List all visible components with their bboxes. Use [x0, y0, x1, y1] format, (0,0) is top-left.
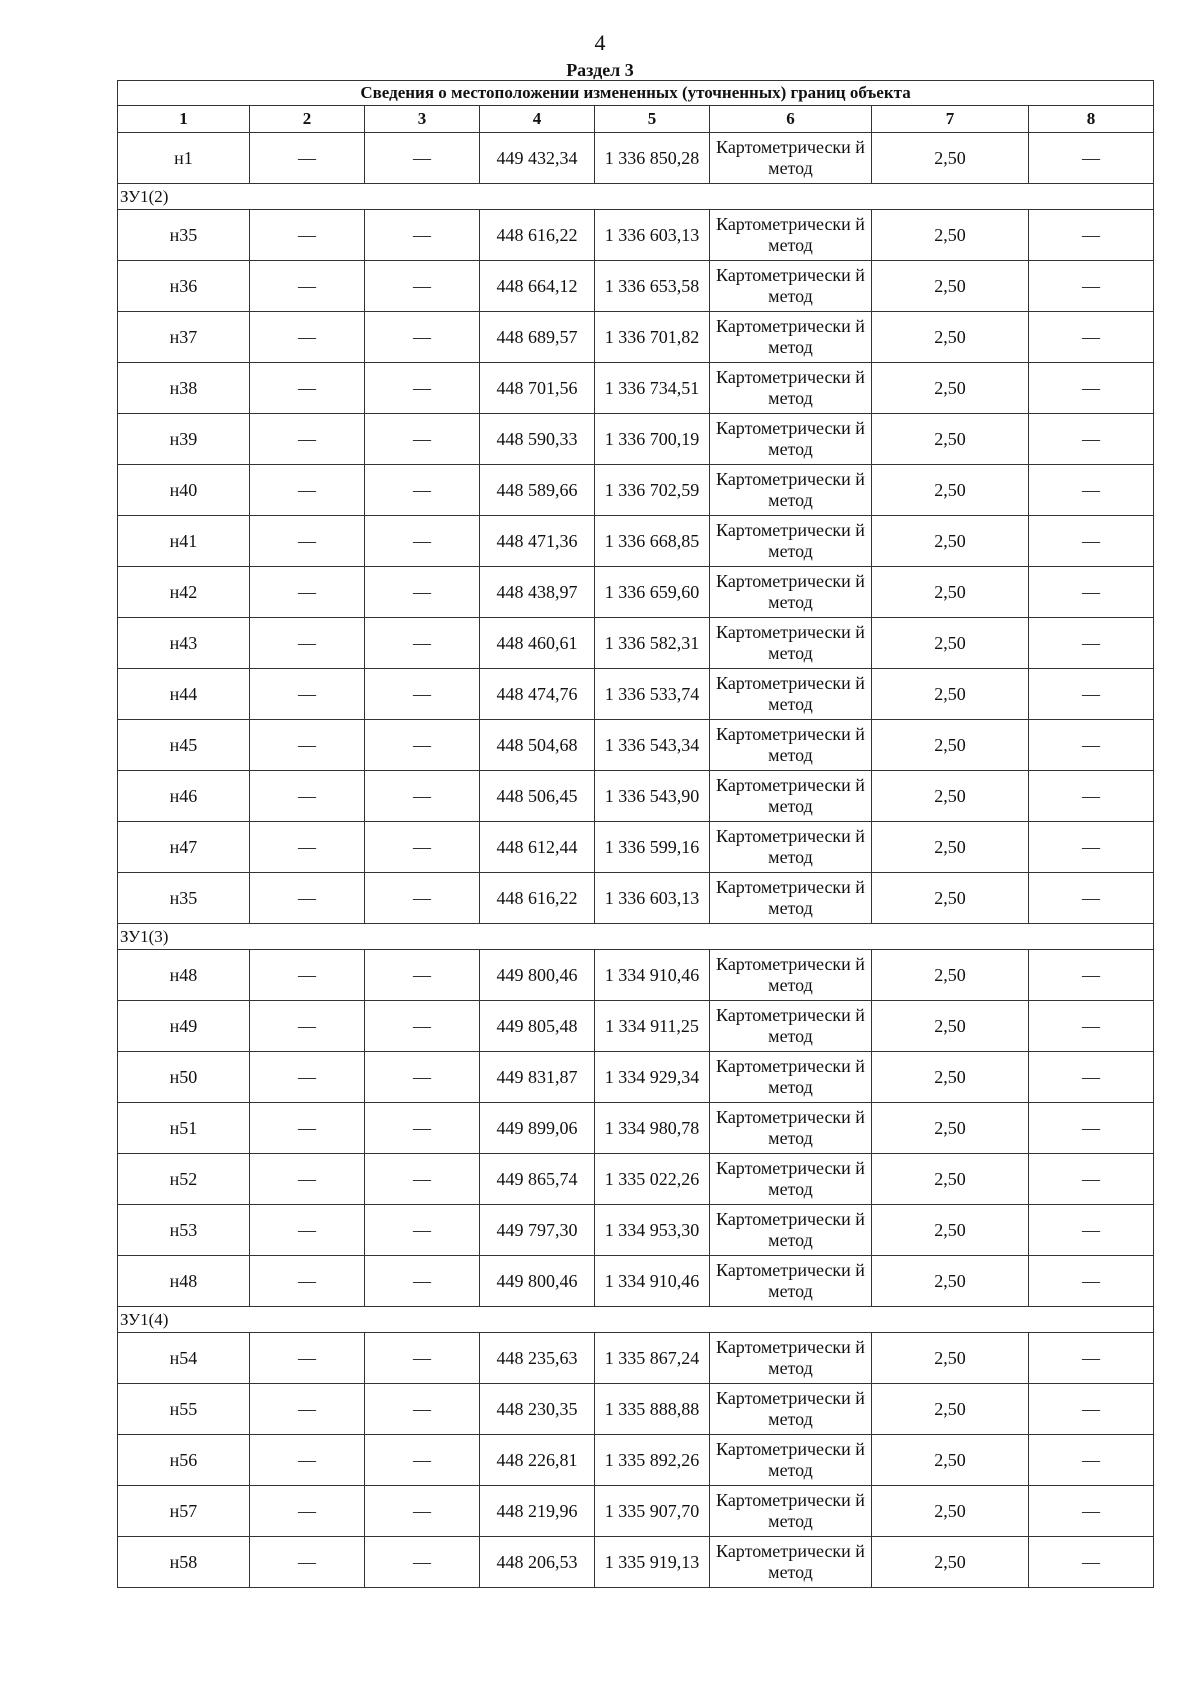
accuracy-value: 2,50 [872, 822, 1029, 873]
x-coordinate: 448 474,76 [480, 669, 595, 720]
point-name: н47 [118, 822, 250, 873]
column-8-value: — [1029, 465, 1154, 516]
table-body [118, 133, 1154, 1588]
parcel-group-label: ЗУ1(2) [118, 184, 1154, 210]
column-3-value: — [365, 1486, 480, 1537]
table-row [118, 1205, 1154, 1256]
determination-method: Картометрически й метод [710, 1537, 872, 1588]
column-8-value: — [1029, 1384, 1154, 1435]
column-3-value: — [365, 261, 480, 312]
accuracy-value: 2,50 [872, 873, 1029, 924]
determination-method: Картометрически й метод [710, 516, 872, 567]
column-3-value: — [365, 1384, 480, 1435]
accuracy-value: 2,50 [872, 1435, 1029, 1486]
x-coordinate: 448 504,68 [480, 720, 595, 771]
column-2-value: — [250, 1435, 365, 1486]
point-name: н51 [118, 1103, 250, 1154]
accuracy-value: 2,50 [872, 312, 1029, 363]
table-row [118, 618, 1154, 669]
column-2-value: — [250, 312, 365, 363]
parcel-group-row [118, 1307, 1154, 1333]
determination-method: Картометрически й метод [710, 1333, 872, 1384]
determination-method: Картометрически й метод [710, 1154, 872, 1205]
table-row [118, 1052, 1154, 1103]
accuracy-value: 2,50 [872, 618, 1029, 669]
column-3-value: — [365, 720, 480, 771]
column-3-value: — [365, 669, 480, 720]
column-2-value: — [250, 669, 365, 720]
y-coordinate: 1 336 543,34 [595, 720, 710, 771]
column-3-value: — [365, 1205, 480, 1256]
accuracy-value: 2,50 [872, 1486, 1029, 1537]
point-name: н35 [118, 210, 250, 261]
table-row [118, 822, 1154, 873]
parcel-group-row [118, 184, 1154, 210]
column-2-value: — [250, 1001, 365, 1052]
y-coordinate: 1 336 702,59 [595, 465, 710, 516]
determination-method: Картометрически й метод [710, 771, 872, 822]
accuracy-value: 2,50 [872, 133, 1029, 184]
x-coordinate: 448 230,35 [480, 1384, 595, 1435]
y-coordinate: 1 336 734,51 [595, 363, 710, 414]
point-name: н48 [118, 1256, 250, 1307]
column-8-value: — [1029, 1435, 1154, 1486]
y-coordinate: 1 334 929,34 [595, 1052, 710, 1103]
table-row [118, 1537, 1154, 1588]
x-coordinate: 448 664,12 [480, 261, 595, 312]
column-3-value: — [365, 1333, 480, 1384]
table-row [118, 414, 1154, 465]
x-coordinate: 448 219,96 [480, 1486, 595, 1537]
column-number-7: 7 [872, 106, 1029, 133]
x-coordinate: 448 612,44 [480, 822, 595, 873]
table-row [118, 312, 1154, 363]
accuracy-value: 2,50 [872, 1205, 1029, 1256]
y-coordinate: 1 335 907,70 [595, 1486, 710, 1537]
determination-method: Картометрически й метод [710, 1256, 872, 1307]
table-row [118, 1256, 1154, 1307]
table-row [118, 133, 1154, 184]
column-3-value: — [365, 414, 480, 465]
table-row [118, 1435, 1154, 1486]
determination-method: Картометрически й метод [710, 1435, 872, 1486]
point-name: н56 [118, 1435, 250, 1486]
column-2-value: — [250, 822, 365, 873]
y-coordinate: 1 336 603,13 [595, 210, 710, 261]
x-coordinate: 449 899,06 [480, 1103, 595, 1154]
determination-method: Картометрически й метод [710, 1205, 872, 1256]
column-3-value: — [365, 1537, 480, 1588]
determination-method: Картометрически й метод [710, 669, 872, 720]
point-name: н38 [118, 363, 250, 414]
y-coordinate: 1 336 701,82 [595, 312, 710, 363]
point-name: н49 [118, 1001, 250, 1052]
accuracy-value: 2,50 [872, 1537, 1029, 1588]
column-8-value: — [1029, 1052, 1154, 1103]
column-2-value: — [250, 465, 365, 516]
section-title: Раздел 3 [566, 60, 634, 80]
accuracy-value: 2,50 [872, 210, 1029, 261]
column-number-6: 6 [710, 106, 872, 133]
accuracy-value: 2,50 [872, 261, 1029, 312]
page-number: 4 [594, 30, 606, 55]
column-2-value: — [250, 618, 365, 669]
column-8-value: — [1029, 1333, 1154, 1384]
boundary-coordinates-table [117, 80, 1154, 1588]
determination-method: Картометрически й метод [710, 133, 872, 184]
y-coordinate: 1 335 867,24 [595, 1333, 710, 1384]
y-coordinate: 1 335 919,13 [595, 1537, 710, 1588]
parcel-group-row [118, 924, 1154, 950]
point-name: н48 [118, 950, 250, 1001]
column-2-value: — [250, 210, 365, 261]
column-2-value: — [250, 1333, 365, 1384]
y-coordinate: 1 336 659,60 [595, 567, 710, 618]
accuracy-value: 2,50 [872, 1052, 1029, 1103]
table-row [118, 1154, 1154, 1205]
x-coordinate: 448 226,81 [480, 1435, 595, 1486]
x-coordinate: 448 590,33 [480, 414, 595, 465]
column-2-value: — [250, 950, 365, 1001]
column-2-value: — [250, 1486, 365, 1537]
determination-method: Картометрически й метод [710, 210, 872, 261]
point-name: н37 [118, 312, 250, 363]
column-2-value: — [250, 414, 365, 465]
column-2-value: — [250, 873, 365, 924]
column-2-value: — [250, 363, 365, 414]
y-coordinate: 1 334 911,25 [595, 1001, 710, 1052]
point-name: н42 [118, 567, 250, 618]
column-3-value: — [365, 1052, 480, 1103]
column-2-value: — [250, 1256, 365, 1307]
column-3-value: — [365, 771, 480, 822]
y-coordinate: 1 334 980,78 [595, 1103, 710, 1154]
column-8-value: — [1029, 720, 1154, 771]
point-name: н58 [118, 1537, 250, 1588]
x-coordinate: 448 438,97 [480, 567, 595, 618]
determination-method: Картометрически й метод [710, 618, 872, 669]
column-8-value: — [1029, 822, 1154, 873]
determination-method: Картометрически й метод [710, 950, 872, 1001]
accuracy-value: 2,50 [872, 669, 1029, 720]
column-8-value: — [1029, 873, 1154, 924]
column-8-value: — [1029, 1537, 1154, 1588]
table-row [118, 210, 1154, 261]
column-3-value: — [365, 950, 480, 1001]
column-8-value: — [1029, 133, 1154, 184]
x-coordinate: 449 800,46 [480, 1256, 595, 1307]
table-row [118, 873, 1154, 924]
column-3-value: — [365, 567, 480, 618]
x-coordinate: 448 460,61 [480, 618, 595, 669]
column-3-value: — [365, 133, 480, 184]
determination-method: Картометрически й метод [710, 1103, 872, 1154]
y-coordinate: 1 336 543,90 [595, 771, 710, 822]
column-8-value: — [1029, 950, 1154, 1001]
column-2-value: — [250, 720, 365, 771]
point-name: н40 [118, 465, 250, 516]
column-3-value: — [365, 210, 480, 261]
x-coordinate: 448 616,22 [480, 210, 595, 261]
column-8-value: — [1029, 1205, 1154, 1256]
column-8-value: — [1029, 363, 1154, 414]
x-coordinate: 448 206,53 [480, 1537, 595, 1588]
column-number-3: 3 [365, 106, 480, 133]
column-2-value: — [250, 771, 365, 822]
parcel-group-label: ЗУ1(3) [118, 924, 1154, 950]
x-coordinate: 449 831,87 [480, 1052, 595, 1103]
x-coordinate: 448 589,66 [480, 465, 595, 516]
accuracy-value: 2,50 [872, 363, 1029, 414]
y-coordinate: 1 334 953,30 [595, 1205, 710, 1256]
column-number-5: 5 [595, 106, 710, 133]
column-8-value: — [1029, 1486, 1154, 1537]
x-coordinate: 448 616,22 [480, 873, 595, 924]
determination-method: Картометрически й метод [710, 822, 872, 873]
column-number-2: 2 [250, 106, 365, 133]
column-2-value: — [250, 1154, 365, 1205]
column-2-value: — [250, 1205, 365, 1256]
point-name: н54 [118, 1333, 250, 1384]
column-3-value: — [365, 312, 480, 363]
point-name: н52 [118, 1154, 250, 1205]
column-8-value: — [1029, 312, 1154, 363]
x-coordinate: 449 865,74 [480, 1154, 595, 1205]
determination-method: Картометрически й метод [710, 414, 872, 465]
column-number-4: 4 [480, 106, 595, 133]
column-2-value: — [250, 1537, 365, 1588]
column-2-value: — [250, 567, 365, 618]
column-3-value: — [365, 618, 480, 669]
point-name: н55 [118, 1384, 250, 1435]
point-name: н45 [118, 720, 250, 771]
point-name: н46 [118, 771, 250, 822]
determination-method: Картометрически й метод [710, 465, 872, 516]
accuracy-value: 2,50 [872, 1154, 1029, 1205]
accuracy-value: 2,50 [872, 1333, 1029, 1384]
column-number-8: 8 [1029, 106, 1154, 133]
parcel-group-label: ЗУ1(4) [118, 1307, 1154, 1333]
column-3-value: — [365, 363, 480, 414]
accuracy-value: 2,50 [872, 567, 1029, 618]
determination-method: Картометрически й метод [710, 363, 872, 414]
x-coordinate: 449 432,34 [480, 133, 595, 184]
column-8-value: — [1029, 414, 1154, 465]
y-coordinate: 1 336 603,13 [595, 873, 710, 924]
table-row [118, 363, 1154, 414]
accuracy-value: 2,50 [872, 414, 1029, 465]
table-row [118, 1001, 1154, 1052]
column-2-value: — [250, 1103, 365, 1154]
column-2-value: — [250, 516, 365, 567]
point-name: н41 [118, 516, 250, 567]
determination-method: Картометрически й метод [710, 873, 872, 924]
accuracy-value: 2,50 [872, 1384, 1029, 1435]
column-3-value: — [365, 873, 480, 924]
accuracy-value: 2,50 [872, 465, 1029, 516]
point-name: н53 [118, 1205, 250, 1256]
y-coordinate: 1 336 533,74 [595, 669, 710, 720]
column-number-1: 1 [118, 106, 250, 133]
determination-method: Картометрически й метод [710, 1384, 872, 1435]
column-8-value: — [1029, 210, 1154, 261]
accuracy-value: 2,50 [872, 1103, 1029, 1154]
accuracy-value: 2,50 [872, 950, 1029, 1001]
determination-method: Картометрически й метод [710, 312, 872, 363]
point-name: н44 [118, 669, 250, 720]
column-3-value: — [365, 1256, 480, 1307]
table-caption: Сведения о местоположении измененных (уточненных) границ объекта [118, 81, 1154, 106]
x-coordinate: 448 235,63 [480, 1333, 595, 1384]
y-coordinate: 1 334 910,46 [595, 1256, 710, 1307]
determination-method: Картометрически й метод [710, 1001, 872, 1052]
table-row [118, 261, 1154, 312]
x-coordinate: 448 506,45 [480, 771, 595, 822]
accuracy-value: 2,50 [872, 1001, 1029, 1052]
y-coordinate: 1 336 653,58 [595, 261, 710, 312]
table-row [118, 1384, 1154, 1435]
determination-method: Картометрически й метод [710, 720, 872, 771]
column-3-value: — [365, 822, 480, 873]
x-coordinate: 449 800,46 [480, 950, 595, 1001]
column-8-value: — [1029, 1154, 1154, 1205]
table-row [118, 1333, 1154, 1384]
x-coordinate: 449 797,30 [480, 1205, 595, 1256]
y-coordinate: 1 336 582,31 [595, 618, 710, 669]
table-row [118, 669, 1154, 720]
column-8-value: — [1029, 669, 1154, 720]
column-8-value: — [1029, 1103, 1154, 1154]
column-2-value: — [250, 1384, 365, 1435]
y-coordinate: 1 336 700,19 [595, 414, 710, 465]
column-8-value: — [1029, 261, 1154, 312]
x-coordinate: 448 701,56 [480, 363, 595, 414]
table-row [118, 567, 1154, 618]
column-8-value: — [1029, 1001, 1154, 1052]
point-name: н57 [118, 1486, 250, 1537]
x-coordinate: 449 805,48 [480, 1001, 595, 1052]
column-2-value: — [250, 1052, 365, 1103]
table-row [118, 720, 1154, 771]
accuracy-value: 2,50 [872, 720, 1029, 771]
y-coordinate: 1 335 892,26 [595, 1435, 710, 1486]
table-row [118, 1103, 1154, 1154]
column-3-value: — [365, 1001, 480, 1052]
table-row [118, 771, 1154, 822]
y-coordinate: 1 336 668,85 [595, 516, 710, 567]
determination-method: Картометрически й метод [710, 1486, 872, 1537]
table-row [118, 950, 1154, 1001]
point-name: н36 [118, 261, 250, 312]
point-name: н35 [118, 873, 250, 924]
determination-method: Картометрически й метод [710, 567, 872, 618]
column-2-value: — [250, 133, 365, 184]
column-2-value: — [250, 261, 365, 312]
column-3-value: — [365, 465, 480, 516]
column-3-value: — [365, 1435, 480, 1486]
accuracy-value: 2,50 [872, 516, 1029, 567]
y-coordinate: 1 335 022,26 [595, 1154, 710, 1205]
y-coordinate: 1 334 910,46 [595, 950, 710, 1001]
determination-method: Картометрически й метод [710, 261, 872, 312]
table-row [118, 465, 1154, 516]
table-row [118, 516, 1154, 567]
column-8-value: — [1029, 1256, 1154, 1307]
x-coordinate: 448 689,57 [480, 312, 595, 363]
column-8-value: — [1029, 567, 1154, 618]
column-3-value: — [365, 516, 480, 567]
point-name: н39 [118, 414, 250, 465]
column-number-row [118, 106, 1154, 133]
y-coordinate: 1 335 888,88 [595, 1384, 710, 1435]
accuracy-value: 2,50 [872, 1256, 1029, 1307]
x-coordinate: 448 471,36 [480, 516, 595, 567]
point-name: н43 [118, 618, 250, 669]
y-coordinate: 1 336 850,28 [595, 133, 710, 184]
column-8-value: — [1029, 516, 1154, 567]
point-name: н50 [118, 1052, 250, 1103]
y-coordinate: 1 336 599,16 [595, 822, 710, 873]
table-row [118, 1486, 1154, 1537]
column-8-value: — [1029, 618, 1154, 669]
column-3-value: — [365, 1103, 480, 1154]
point-name: н1 [118, 133, 250, 184]
determination-method: Картометрически й метод [710, 1052, 872, 1103]
accuracy-value: 2,50 [872, 771, 1029, 822]
column-3-value: — [365, 1154, 480, 1205]
column-8-value: — [1029, 771, 1154, 822]
